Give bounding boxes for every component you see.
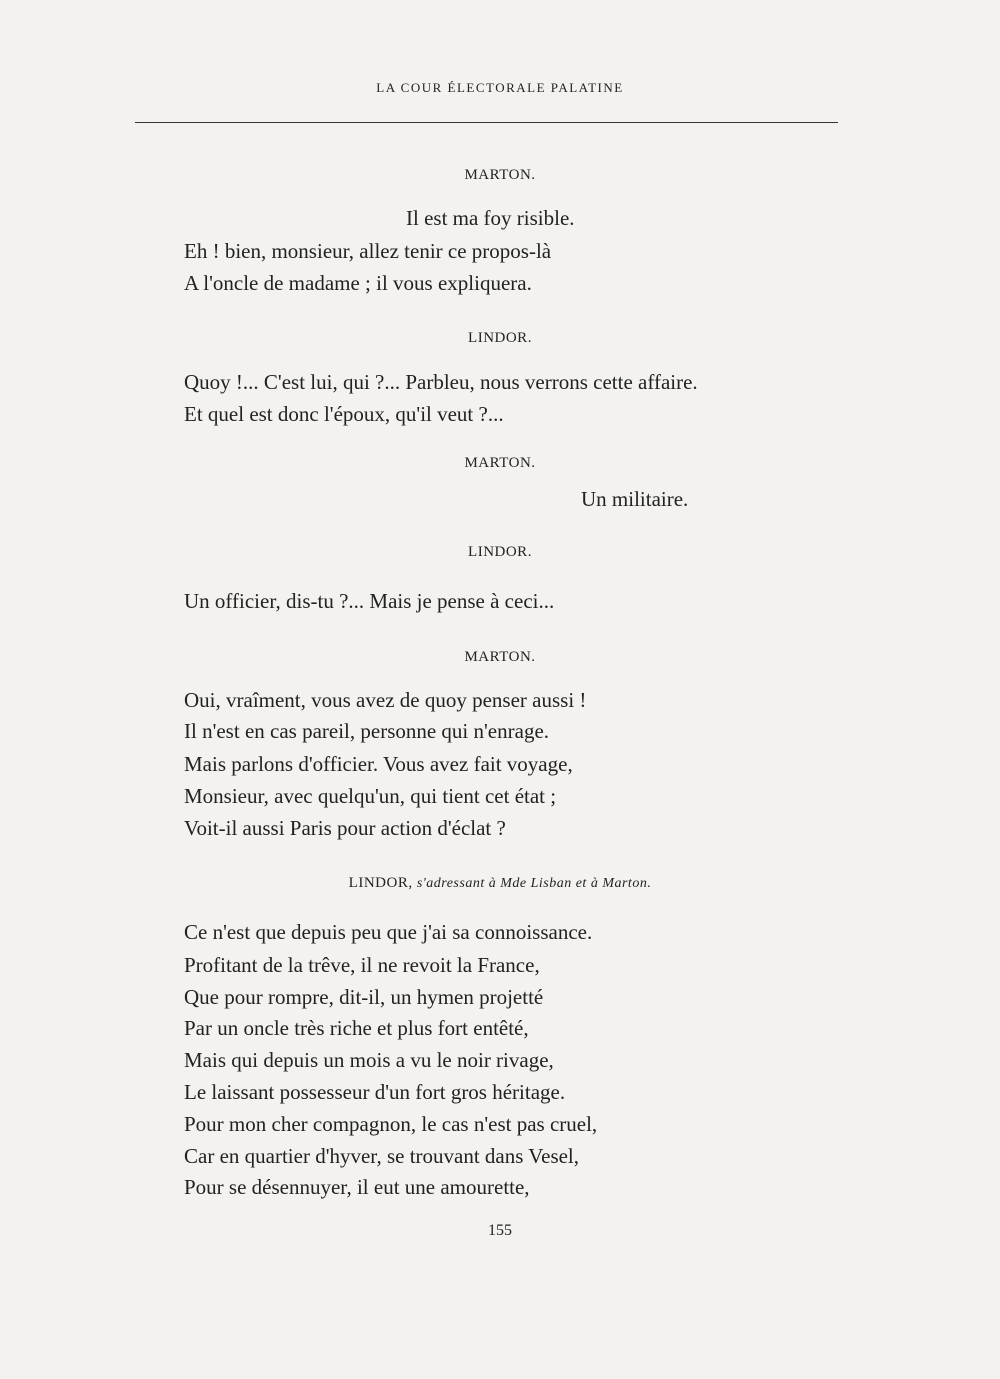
verse-line-10: Mais parlons d'officier. Vous avez fait voyage, bbox=[184, 752, 573, 776]
header-rule bbox=[135, 122, 838, 123]
verse-line-9: Il n'est en cas pareil, personne qui n'enrage. bbox=[184, 719, 550, 743]
speaker-marton-3: MARTON. bbox=[464, 649, 536, 665]
speaker-lindor-2: LINDOR. bbox=[468, 544, 532, 560]
verse-line-6: Un militaire. bbox=[581, 487, 689, 511]
verse-line-12: Voit-il aussi Paris pour action d'éclat ? bbox=[184, 816, 506, 840]
verse-line-4: Quoy !... C'est lui, qui ?... Parbleu, nous verrons cette affaire. bbox=[184, 370, 698, 394]
verse-line-1: Il est ma foy risible. bbox=[406, 206, 575, 230]
verse-line-2: Eh ! bien, monsieur, allez tenir ce propos-là bbox=[184, 239, 552, 263]
running-title: LA COUR ÉLECTORALE PALATINE bbox=[376, 80, 624, 95]
speaker-lindor-1: LINDOR. bbox=[468, 330, 532, 346]
verse-line-20: Car en quartier d'hyver, se trouvant dans Vesel, bbox=[184, 1144, 580, 1168]
verse-line-14: Profitant de la trêve, il ne revoit la France, bbox=[184, 953, 540, 977]
verse-line-3: A l'oncle de madame ; il vous expliquera. bbox=[184, 271, 532, 295]
speaker-lindor-3 bbox=[0, 875, 1000, 892]
speaker-name: LINDOR, bbox=[348, 875, 413, 891]
page-number: 155 bbox=[488, 1222, 512, 1239]
verse-line-13: Ce n'est que depuis peu que j'ai sa connoissance. bbox=[184, 920, 593, 944]
verse-line-17: Mais qui depuis un mois a vu le noir rivage, bbox=[184, 1048, 554, 1072]
speaker-marton-1: MARTON. bbox=[464, 167, 536, 183]
verse-line-11: Monsieur, avec quelqu'un, qui tient cet état ; bbox=[184, 784, 557, 808]
verse-line-15: Que pour rompre, dit-il, un hymen projetté bbox=[184, 985, 544, 1009]
verse-line-5: Et quel est donc l'époux, qu'il veut ?... bbox=[184, 402, 504, 426]
verse-line-8: Oui, vraîment, vous avez de quoy penser aussi ! bbox=[184, 688, 587, 712]
verse-line-16: Par un oncle très riche et plus fort entêté, bbox=[184, 1016, 529, 1040]
speaker-marton-2: MARTON. bbox=[464, 455, 536, 471]
verse-line-18: Le laissant possesseur d'un fort gros héritage. bbox=[184, 1080, 566, 1104]
verse-line-19: Pour mon cher compagnon, le cas n'est pas cruel, bbox=[184, 1112, 598, 1136]
stage-direction: s'adressant à Mde Lisban et à Marton. bbox=[416, 876, 652, 891]
verse-line-7: Un officier, dis-tu ?... Mais je pense à ceci... bbox=[184, 589, 555, 613]
verse-line-21: Pour se désennuyer, il eut une amourette, bbox=[184, 1175, 530, 1199]
